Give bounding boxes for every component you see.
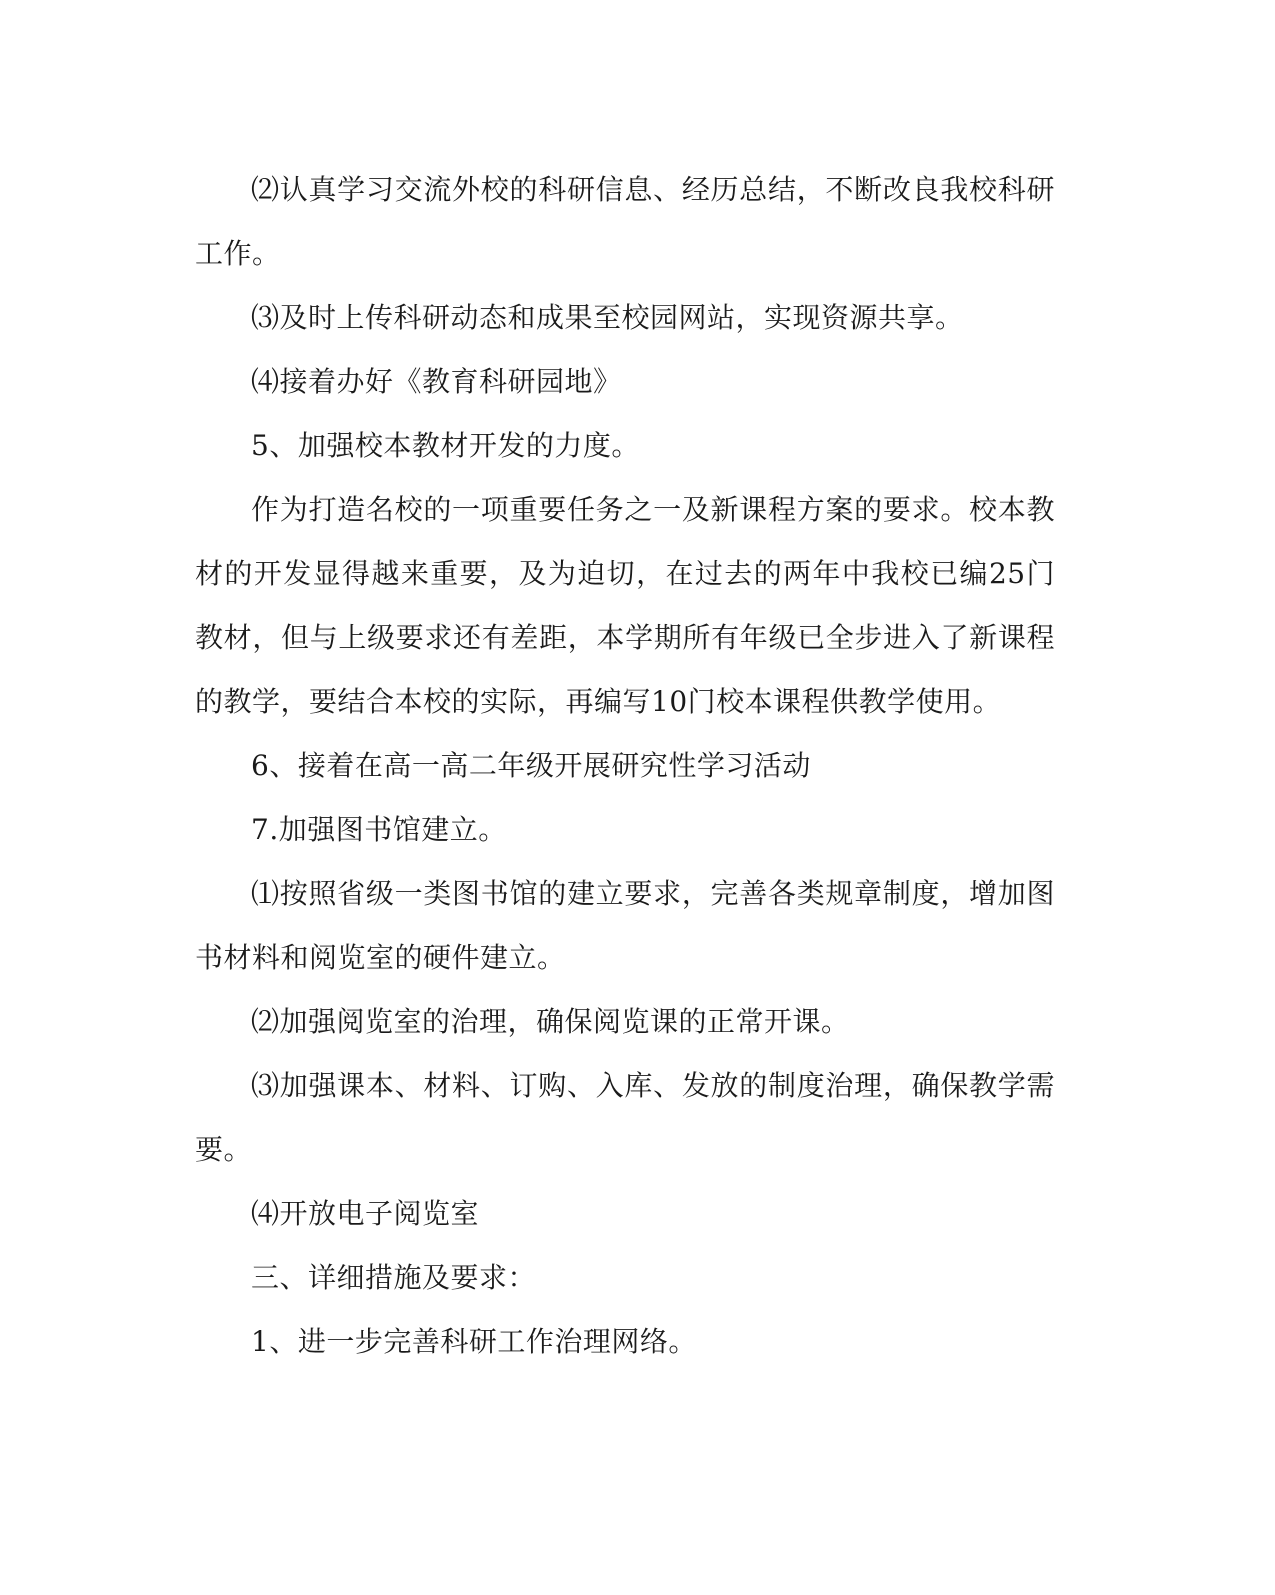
paragraph-measure-1: 1、进一步完善科研工作治理网络。 — [251, 1325, 697, 1358]
document-body — [195, 158, 1055, 1374]
paragraph-item-3-upload: ⑶及时上传科研动态和成果至校园网站，实现资源共享。 — [251, 301, 964, 334]
paragraph-item-2-exchange: ⑵认真学习交流外校的科研信息、经历总结，不断改良我校科研工作。 — [195, 173, 1055, 270]
section-heading-6: 6、接着在高一高二年级开展研究性学习活动 — [251, 749, 811, 782]
paragraph-textbook-development: 作为打造名校的一项重要任务之一及新课程方案的要求。校本教材的开发显得越来重要，及为迫切，在过去的两年中我校已编25门教材，但与上级要求还有差距，本学期所有年级已全步进入了新课程的教学，要结合本校的实际，再编写10门校本课程供教学使用。 — [195, 493, 1055, 718]
paragraph-item-4-e-reading-room: ⑷开放电子阅览室 — [251, 1197, 480, 1230]
section-heading-measures: 三、详细措施及要求： — [251, 1261, 537, 1294]
section-heading-5: 5、加强校本教材开发的力度。 — [251, 429, 640, 462]
paragraph-item-1-library: ⑴按照省级一类图书馆的建立要求，完善各类规章制度，增加图书材料和阅览室的硬件建立。 — [195, 877, 1055, 974]
paragraph-item-3-textbooks: ⑶加强课本、材料、订购、入库、发放的制度治理，确保教学需要。 — [195, 1069, 1055, 1166]
paragraph-item-2-reading-room: ⑵加强阅览室的治理，确保阅览课的正常开课。 — [251, 1005, 850, 1038]
paragraph-item-4-garden: ⑷接着办好《教育科研园地》 — [251, 365, 622, 398]
section-heading-7: 7.加强图书馆建立。 — [251, 813, 507, 846]
